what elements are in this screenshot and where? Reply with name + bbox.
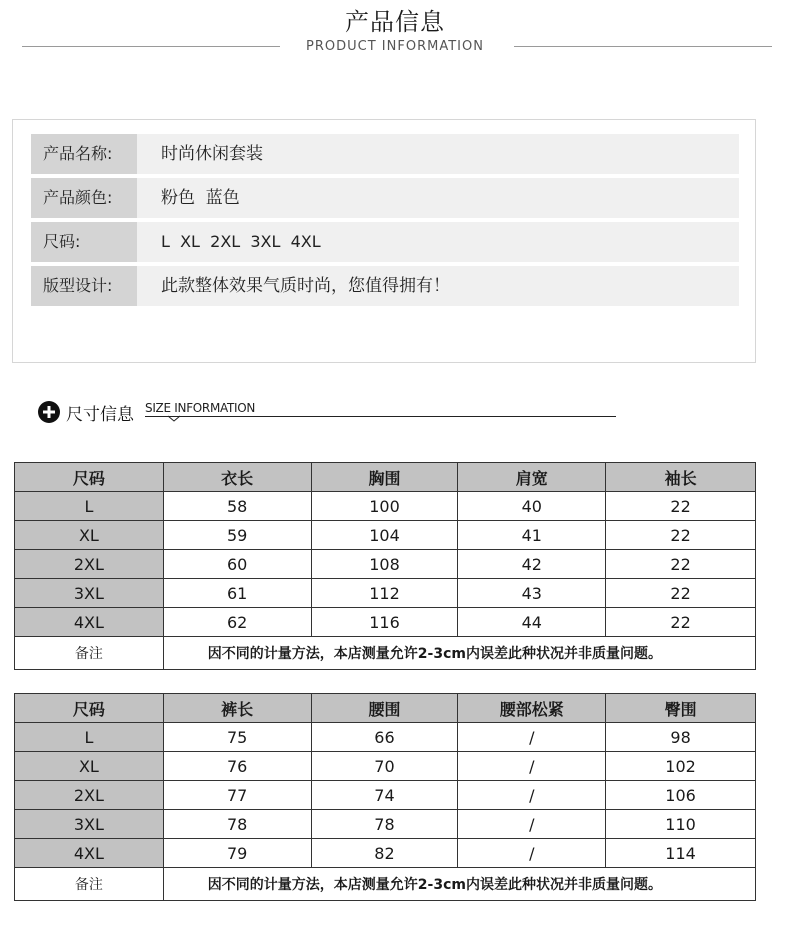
table-cell: 116: [311, 608, 458, 637]
table-cell: 98: [606, 723, 756, 752]
table-cell: /: [458, 810, 606, 839]
table-cell: 4XL: [15, 608, 164, 637]
table-cell: 66: [311, 723, 458, 752]
note-text: 因不同的计量方法，本店测量允许2-3cm内误差此种状况并非质量问题。: [163, 868, 755, 901]
table-header-row: [15, 694, 756, 723]
info-label: 产品名称:: [31, 134, 137, 174]
table-cell: 78: [163, 810, 311, 839]
table-cell: /: [458, 781, 606, 810]
page-subtitle: PRODUCT INFORMATION: [306, 39, 484, 54]
size-section-underline: [145, 416, 616, 417]
table-cell: 3XL: [15, 579, 164, 608]
column-header: 尺码: [15, 463, 164, 492]
info-label: 尺码:: [31, 222, 137, 262]
table-cell: 4XL: [15, 839, 164, 868]
column-header: 腰部松紧: [458, 694, 606, 723]
table-cell: 59: [163, 521, 311, 550]
table-cell: 3XL: [15, 810, 164, 839]
column-header: 裤长: [163, 694, 311, 723]
size-table-tops: [14, 462, 756, 670]
column-header: 腰围: [311, 694, 458, 723]
table-cell: 61: [163, 579, 311, 608]
table-cell: 74: [311, 781, 458, 810]
table-cell: 44: [458, 608, 606, 637]
column-header: 胸围: [311, 463, 458, 492]
table-cell: 60: [163, 550, 311, 579]
table-row: [15, 521, 756, 550]
table-cell: 43: [458, 579, 606, 608]
size-table-pants: [14, 693, 756, 901]
table-cell: /: [458, 752, 606, 781]
table-cell: 2XL: [15, 781, 164, 810]
size-section-subtitle: SIZE INFORMATION: [145, 401, 256, 415]
note-text: 因不同的计量方法，本店测量允许2-3cm内误差此种状况并非质量问题。: [163, 637, 755, 670]
info-row-fit: [31, 266, 739, 306]
info-label: 产品颜色:: [31, 178, 137, 218]
table-cell: 40: [458, 492, 606, 521]
table-note-row: [15, 868, 756, 901]
table-cell: 112: [311, 579, 458, 608]
table-cell: 22: [606, 550, 756, 579]
table-cell: L: [15, 723, 164, 752]
table-cell: 78: [311, 810, 458, 839]
note-label: 备注: [15, 637, 164, 670]
table-cell: 76: [163, 752, 311, 781]
table-cell: 110: [606, 810, 756, 839]
info-value: 时尚休闲套装: [161, 144, 263, 164]
table-cell: 108: [311, 550, 458, 579]
table-cell: /: [458, 723, 606, 752]
table-row: [15, 752, 756, 781]
table-note-row: [15, 637, 756, 670]
table-cell: 42: [458, 550, 606, 579]
size-section-title: 尺寸信息: [66, 405, 134, 425]
page-title: 产品信息: [345, 8, 445, 36]
info-row-name: [31, 134, 739, 174]
info-value: 粉色 蓝色: [161, 188, 240, 208]
table-cell: 75: [163, 723, 311, 752]
column-header: 臀围: [606, 694, 756, 723]
table-row: [15, 810, 756, 839]
table-cell: /: [458, 839, 606, 868]
column-header: 尺码: [15, 694, 164, 723]
table-cell: 41: [458, 521, 606, 550]
table-cell: 102: [606, 752, 756, 781]
table-cell: 77: [163, 781, 311, 810]
plus-circle-icon: [38, 401, 60, 423]
table-row: [15, 781, 756, 810]
table-cell: 70: [311, 752, 458, 781]
table-cell: 106: [606, 781, 756, 810]
table-cell: L: [15, 492, 164, 521]
table-cell: 104: [311, 521, 458, 550]
notch-icon: [168, 414, 180, 422]
table-row: [15, 492, 756, 521]
table-cell: 100: [311, 492, 458, 521]
info-row-size: [31, 222, 739, 262]
table-cell: 2XL: [15, 550, 164, 579]
info-label: 版型设计:: [31, 266, 137, 306]
note-label: 备注: [15, 868, 164, 901]
column-header: 肩宽: [458, 463, 606, 492]
table-cell: 79: [163, 839, 311, 868]
column-header: 袖长: [606, 463, 756, 492]
table-row: [15, 608, 756, 637]
table-header-row: [15, 463, 756, 492]
table-cell: 22: [606, 579, 756, 608]
column-header: 衣长: [163, 463, 311, 492]
table-cell: 22: [606, 492, 756, 521]
table-row: [15, 839, 756, 868]
table-cell: 62: [163, 608, 311, 637]
table-cell: XL: [15, 521, 164, 550]
info-value: 此款整体效果气质时尚，您值得拥有！: [161, 276, 450, 296]
table-row: [15, 723, 756, 752]
table-row: [15, 579, 756, 608]
info-value: L XL 2XL 3XL 4XL: [161, 232, 321, 251]
info-row-color: [31, 178, 739, 218]
table-cell: 22: [606, 608, 756, 637]
table-cell: 58: [163, 492, 311, 521]
table-cell: 114: [606, 839, 756, 868]
table-cell: 22: [606, 521, 756, 550]
table-cell: 82: [311, 839, 458, 868]
table-cell: XL: [15, 752, 164, 781]
table-row: [15, 550, 756, 579]
